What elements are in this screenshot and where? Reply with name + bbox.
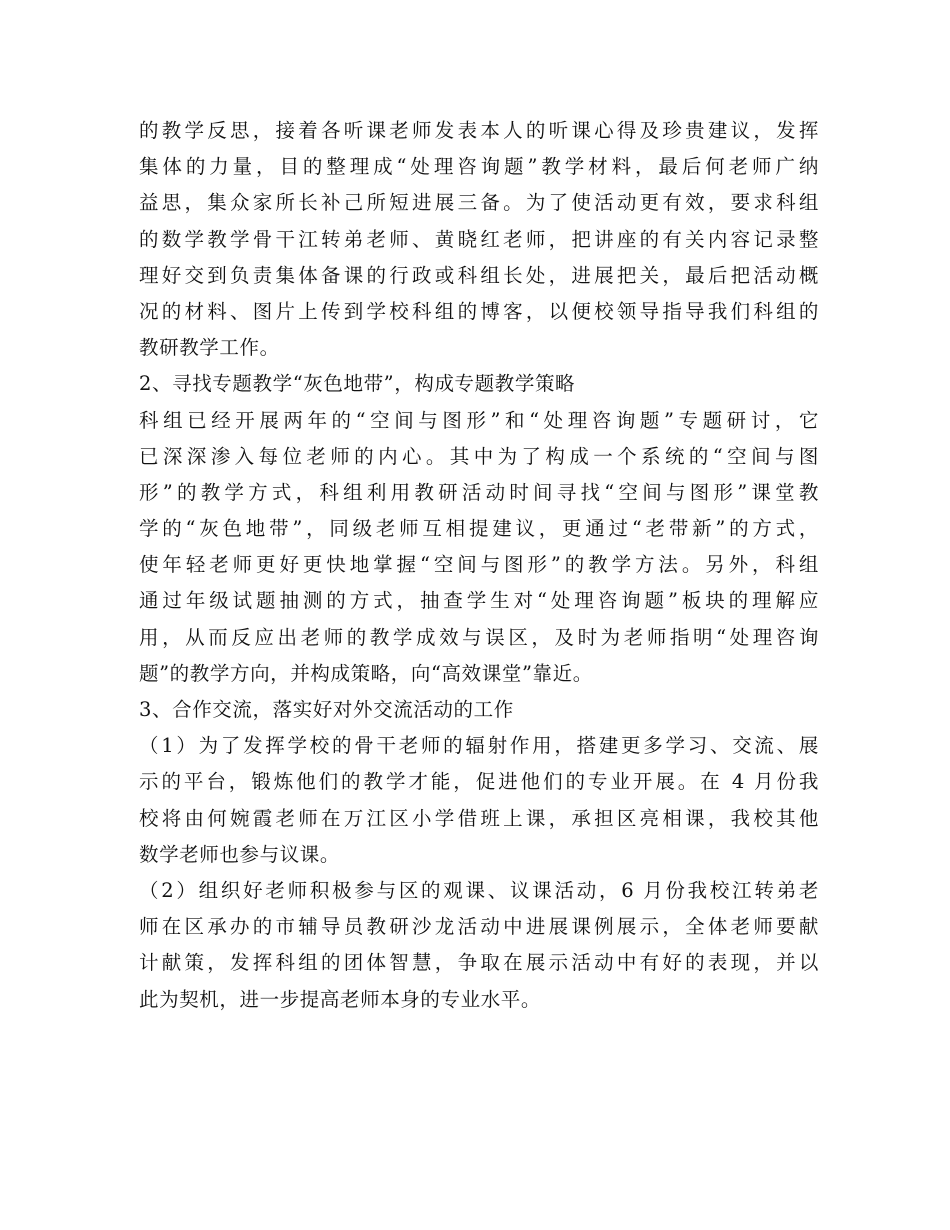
text-line-24: 计献策，发挥科组的团体智慧，争取在展示活动中有好的表现，并以 xyxy=(139,951,819,975)
text-line-1: 的教学反思，接着各听课老师发表本人的听课心得及珍贵建议，发挥 xyxy=(139,119,819,142)
text-line-22: （2）组织好老师积极参与区的观课、议课活动，6 月份我校江转弟老 xyxy=(139,878,819,902)
text-line-7: 教研教学工作。 xyxy=(139,336,280,360)
text-line-16: 题”的教学方向，并构成策略，向“高效课堂”靠近。 xyxy=(139,661,593,685)
text-line-21: 数学老师也参与议课。 xyxy=(139,842,341,866)
text-line-18: （1）为了发挥学校的骨干老师的辐射作用，搭建更多学习、交流、展 xyxy=(139,734,819,758)
text-line-10: 已深深渗入每位老师的内心。其中为了构成一个系统的“空间与图 xyxy=(139,444,819,468)
text-line-12: 学的“灰色地带”，同级老师互相提建议，更通过“老带新”的方式， xyxy=(139,517,819,541)
document-body xyxy=(139,113,819,1018)
text-line-5: 理好交到负责集体备课的行政或科组长处，进展把关，最后把活动概 xyxy=(139,263,819,287)
text-line-2: 集体的力量，目的整理成“处理咨询题”教学材料，最后何老师广纳 xyxy=(139,155,819,179)
text-line-6: 况的材料、图片上传到学校科组的博客，以便校领导指导我们科组的 xyxy=(139,299,819,323)
text-line-11: 形”的教学方式，科组利用教研活动时间寻找“空间与图形”课堂教 xyxy=(139,480,819,504)
text-line-15: 用，从而反应出老师的教学成效与误区，及时为老师指明“处理咨询 xyxy=(139,625,819,649)
text-line-13: 使年轻老师更好更快地掌握“空间与图形”的教学方法。另外，科组 xyxy=(139,553,819,577)
text-line-4: 的数学教学骨干江转弟老师、黄晓红老师，把讲座的有关内容记录整 xyxy=(139,227,819,251)
text-line-14: 通过年级试题抽测的方式，抽查学生对“处理咨询题”板块的理解应 xyxy=(139,589,819,613)
text-line-25: 此为契机，进一步提高老师本身的专业水平。 xyxy=(139,987,542,1011)
text-line-19: 示的平台，锻炼他们的教学才能，促进他们的专业开展。在 4 月份我 xyxy=(139,770,819,794)
section-heading-3: 3、合作交流，落实好对外交流活动的工作 xyxy=(139,698,514,721)
text-line-3: 益思，集众家所长补己所短进展三备。为了使活动更有效，要求科组 xyxy=(139,191,819,215)
text-line-20: 校将由何婉霞老师在万江区小学借班上课，承担区亮相课，我校其他 xyxy=(139,806,819,830)
text-line-9: 科组已经开展两年的“空间与图形”和“处理咨询题”专题研讨，它 xyxy=(139,408,819,432)
section-heading-2: 2、寻找专题教学“灰色地带”，构成专题教学策略 xyxy=(139,372,576,396)
text-line-23: 师在区承办的市辅导员教研沙龙活动中进展课例展示，全体老师要献 xyxy=(139,915,819,939)
